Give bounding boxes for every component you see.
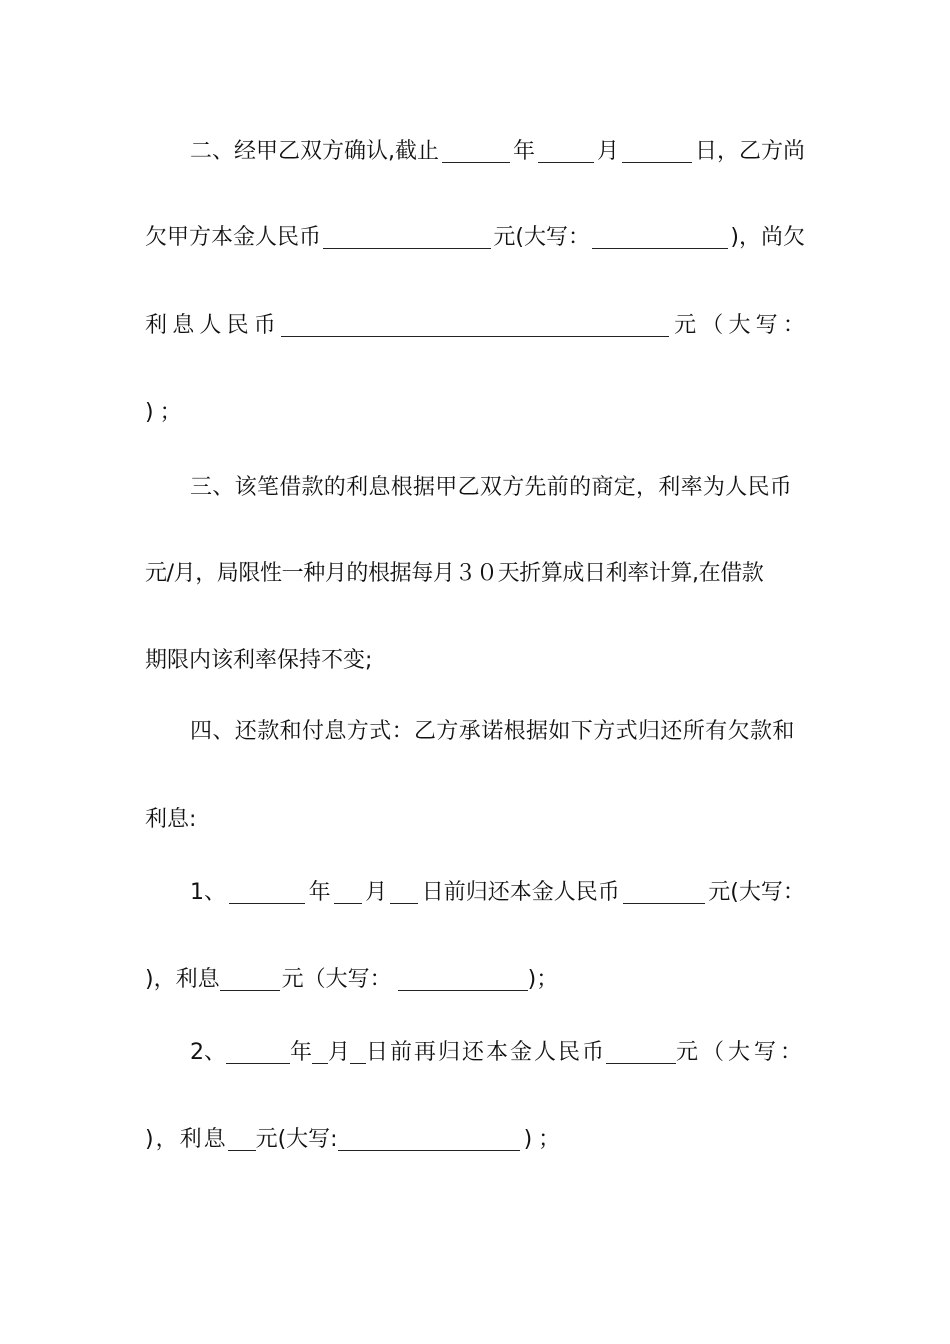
blank-principal xyxy=(323,228,491,249)
blank-month xyxy=(538,142,594,163)
text: 年 xyxy=(512,139,535,164)
blank-interest-words xyxy=(398,970,528,991)
text: )； xyxy=(145,400,188,425)
blank-year xyxy=(226,1043,290,1064)
text: 元（大写： xyxy=(281,967,392,992)
text: 2、 xyxy=(190,1040,226,1065)
blank-month xyxy=(312,1043,328,1064)
blank-principal xyxy=(606,1043,676,1064)
text: （ xyxy=(701,313,724,338)
text: 年 xyxy=(290,1040,313,1065)
text: 月 xyxy=(365,880,388,905)
text: 元(大写： xyxy=(708,880,805,905)
text: )，利息 xyxy=(145,967,220,992)
item1-line1 xyxy=(190,875,805,911)
p3-line3 xyxy=(145,643,805,679)
text: 年 xyxy=(308,880,331,905)
blank-interest xyxy=(228,1130,256,1151)
blank-principal xyxy=(623,883,705,904)
item2-line2 xyxy=(145,1122,805,1158)
text: 三、该笔借款的利息根据甲乙双方先前的商定，利率为人民币 xyxy=(190,475,793,500)
p3-line1 xyxy=(190,470,805,506)
blank-day xyxy=(622,142,692,163)
text: 1、 xyxy=(190,880,226,905)
text: 息 xyxy=(172,313,195,338)
text: )； xyxy=(523,1127,567,1152)
text: 日，乙方尚 xyxy=(694,139,805,164)
text: ： xyxy=(782,313,805,338)
p4-line2 xyxy=(145,802,805,838)
text: 期限内该利率保持不变; xyxy=(145,648,373,673)
blank-interest xyxy=(281,316,669,337)
item1-line2 xyxy=(145,962,805,998)
text: 写 xyxy=(755,313,778,338)
item2-line1 xyxy=(190,1035,805,1071)
text: 日前再归还本金人民币 xyxy=(366,1040,607,1065)
text: 币 xyxy=(253,313,276,338)
blank-day xyxy=(390,883,418,904)
text: 元(大写: xyxy=(255,1127,338,1152)
text: 人 xyxy=(199,313,222,338)
blank-principal-words xyxy=(592,228,728,249)
text: 二、经甲乙双方确认,截止 xyxy=(190,139,439,164)
blank-year xyxy=(442,142,510,163)
p3-line2 xyxy=(145,556,805,592)
blank-interest-words xyxy=(338,1130,520,1151)
text: )； xyxy=(527,967,559,992)
text: 月 xyxy=(328,1040,351,1065)
text: )，利息 xyxy=(145,1127,228,1152)
text: 利 xyxy=(145,313,168,338)
text: 月 xyxy=(596,139,619,164)
blank-interest xyxy=(220,970,280,991)
blank-month xyxy=(334,883,362,904)
text: 欠甲方本金人民币 xyxy=(145,225,322,250)
text: 大 xyxy=(728,313,751,338)
text: )，尚欠 xyxy=(730,225,805,250)
blank-day xyxy=(350,1043,366,1064)
p2-line4 xyxy=(145,395,805,431)
text: 利息: xyxy=(145,807,197,832)
p4-line1 xyxy=(190,714,805,750)
text: 元（大写： xyxy=(676,1040,807,1065)
p2-line1 xyxy=(190,134,805,170)
text: 元 xyxy=(674,313,697,338)
blank-year xyxy=(229,883,305,904)
text: 元/月，局限性一种月的根据每月３０天折算成日利率计算,在借款 xyxy=(145,561,764,586)
text: 民 xyxy=(226,313,249,338)
p2-line2 xyxy=(145,220,805,256)
text: 四、还款和付息方式：乙方承诺根据如下方式归还所有欠款和 xyxy=(190,719,795,744)
text: 日前归还本金人民币 xyxy=(421,880,620,905)
p2-line3 xyxy=(145,308,805,344)
text: 元(大写： xyxy=(493,225,590,250)
